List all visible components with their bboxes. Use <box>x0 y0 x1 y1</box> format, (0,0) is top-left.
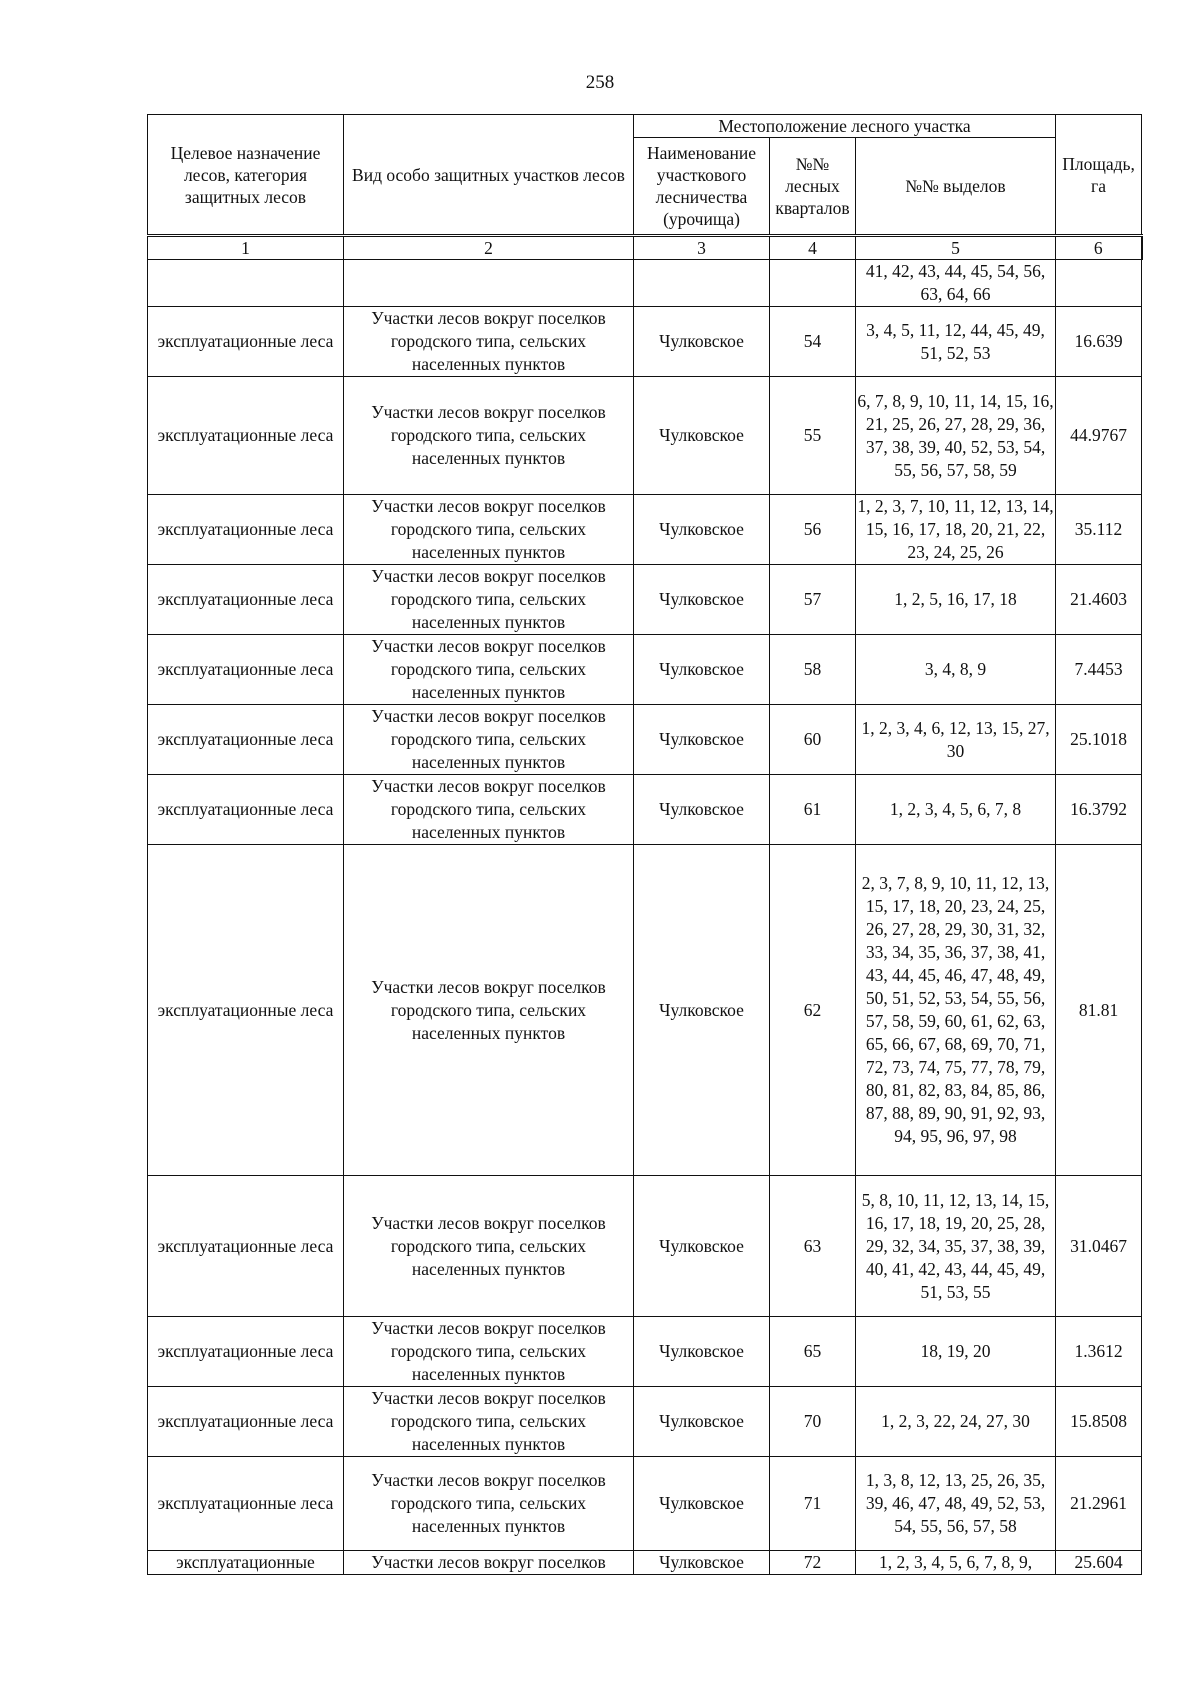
purpose-cell: эксплуатационные леса <box>148 1457 344 1551</box>
quarter-cell: 54 <box>770 307 856 377</box>
table-row <box>148 1176 1142 1317</box>
area-type-cell: Участки лесов вокруг поселков городского типа, сельских населенных пунктов <box>344 1176 634 1317</box>
quarter-cell <box>770 260 856 307</box>
area-type-cell: Участки лесов вокруг поселков городского типа, сельских населенных пунктов <box>344 307 634 377</box>
area-cell: 21.2961 <box>1056 1457 1142 1551</box>
header-area: Площадь, га <box>1056 115 1142 236</box>
table-row <box>148 1551 1142 1575</box>
plots-cell: 1, 2, 3, 4, 5, 6, 7, 8, 9, <box>856 1551 1056 1575</box>
column-number: 1 <box>148 236 344 260</box>
district-cell: Чулковское <box>634 845 770 1176</box>
plots-cell: 18, 19, 20 <box>856 1317 1056 1387</box>
purpose-cell: эксплуатационные леса <box>148 495 344 565</box>
table-row <box>148 845 1142 1176</box>
table-row <box>148 1317 1142 1387</box>
quarter-cell: 58 <box>770 635 856 705</box>
column-number: 4 <box>770 236 856 260</box>
area-type-cell: Участки лесов вокруг поселков городского типа, сельских населенных пунктов <box>344 635 634 705</box>
area-cell: 21.4603 <box>1056 565 1142 635</box>
quarter-cell: 61 <box>770 775 856 845</box>
area-cell: 7.4453 <box>1056 635 1142 705</box>
purpose-cell: эксплуатационные леса <box>148 1387 344 1457</box>
district-cell: Чулковское <box>634 1551 770 1575</box>
district-cell: Чулковское <box>634 1457 770 1551</box>
area-cell: 15.8508 <box>1056 1387 1142 1457</box>
purpose-cell: эксплуатационные леса <box>148 635 344 705</box>
district-cell: Чулковское <box>634 377 770 495</box>
table-row <box>148 260 1142 307</box>
plots-cell: 41, 42, 43, 44, 45, 54, 56, 63, 64, 66 <box>856 260 1056 307</box>
purpose-cell: эксплуатационные леса <box>148 845 344 1176</box>
district-cell: Чулковское <box>634 635 770 705</box>
area-type-cell: Участки лесов вокруг поселков городского типа, сельских населенных пунктов <box>344 1317 634 1387</box>
table-row <box>148 1457 1142 1551</box>
quarter-cell: 62 <box>770 845 856 1176</box>
column-number: 3 <box>634 236 770 260</box>
table-row <box>148 775 1142 845</box>
header-plots: №№ выделов <box>856 138 1056 236</box>
district-cell: Чулковское <box>634 1176 770 1317</box>
table-row <box>148 377 1142 495</box>
area-type-cell: Участки лесов вокруг поселков <box>344 1551 634 1575</box>
table-row <box>148 635 1142 705</box>
purpose-cell: эксплуатационные леса <box>148 377 344 495</box>
purpose-cell: эксплуатационные леса <box>148 1176 344 1317</box>
quarter-cell: 55 <box>770 377 856 495</box>
purpose-cell <box>148 260 344 307</box>
district-cell: Чулковское <box>634 705 770 775</box>
district-cell: Чулковское <box>634 495 770 565</box>
purpose-cell: эксплуатационные леса <box>148 1317 344 1387</box>
area-type-cell: Участки лесов вокруг поселков городского типа, сельских населенных пунктов <box>344 1387 634 1457</box>
quarter-cell: 56 <box>770 495 856 565</box>
area-type-cell: Участки лесов вокруг поселков городского типа, сельских населенных пунктов <box>344 565 634 635</box>
plots-cell: 1, 3, 8, 12, 13, 25, 26, 35, 39, 46, 47, 48, 49, 52, 53, 54, 55, 56, 57, 58 <box>856 1457 1056 1551</box>
header-area-type: Вид особо защитных участков лесов <box>344 115 634 236</box>
area-cell: 16.639 <box>1056 307 1142 377</box>
plots-cell: 1, 2, 3, 4, 6, 12, 13, 15, 27, 30 <box>856 705 1056 775</box>
table-row <box>148 565 1142 635</box>
header-quarters: №№ лесных кварталов <box>770 138 856 236</box>
area-type-cell: Участки лесов вокруг поселков городского типа, сельских населенных пунктов <box>344 1457 634 1551</box>
quarter-cell: 71 <box>770 1457 856 1551</box>
district-cell: Чулковское <box>634 1387 770 1457</box>
district-cell: Чулковское <box>634 775 770 845</box>
plots-cell: 2, 3, 7, 8, 9, 10, 11, 12, 13, 15, 17, 18, 20, 23, 24, 25, 26, 27, 28, 29, 30, 31, 32, 33, 34, 35, 36, 37, 38, 41, 43, 44, 45, 46, 47, 48, 49, 50, 51, 52, 53, 54, 55, 56, 57, 58, 59, 60, 61, 62, 63, 65, 66, 67, 68, 69, 70, 71, 72, 73, 74, 75, 77, 78, 79, 80, 81, 82, 83, 84, 85, 86, 87, 88, 89, 90, 91, 92, 93, 94, 95, 96, 97, 98 <box>856 845 1056 1176</box>
purpose-cell: эксплуатационные леса <box>148 705 344 775</box>
purpose-cell: эксплуатационные леса <box>148 307 344 377</box>
area-cell: 35.112 <box>1056 495 1142 565</box>
area-cell: 25.604 <box>1056 1551 1142 1575</box>
area-type-cell <box>344 260 634 307</box>
quarter-cell: 65 <box>770 1317 856 1387</box>
area-cell: 31.0467 <box>1056 1176 1142 1317</box>
quarter-cell: 72 <box>770 1551 856 1575</box>
district-cell: Чулковское <box>634 307 770 377</box>
purpose-cell: эксплуатационные леса <box>148 565 344 635</box>
plots-cell: 1, 2, 3, 22, 24, 27, 30 <box>856 1387 1056 1457</box>
area-type-cell: Участки лесов вокруг поселков городского типа, сельских населенных пунктов <box>344 377 634 495</box>
area-cell: 81.81 <box>1056 845 1142 1176</box>
table-row <box>148 307 1142 377</box>
quarter-cell: 63 <box>770 1176 856 1317</box>
quarter-cell: 57 <box>770 565 856 635</box>
area-type-cell: Участки лесов вокруг поселков городского типа, сельских населенных пунктов <box>344 845 634 1176</box>
purpose-cell: эксплуатационные <box>148 1551 344 1575</box>
table-row <box>148 495 1142 565</box>
plots-cell: 3, 4, 5, 11, 12, 44, 45, 49, 51, 52, 53 <box>856 307 1056 377</box>
column-number: 6 <box>1056 236 1142 260</box>
area-cell <box>1056 260 1142 307</box>
plots-cell: 6, 7, 8, 9, 10, 11, 14, 15, 16, 21, 25, 26, 27, 28, 29, 36, 37, 38, 39, 40, 52, 53, 54, 55, 56, 57, 58, 59 <box>856 377 1056 495</box>
header-purpose: Целевое назначение лесов, категория защитных лесов <box>148 115 344 236</box>
area-cell: 44.9767 <box>1056 377 1142 495</box>
table-row <box>148 705 1142 775</box>
header-district: Наименование участкового лесничества (урочища) <box>634 138 770 236</box>
plots-cell: 3, 4, 8, 9 <box>856 635 1056 705</box>
district-cell: Чулковское <box>634 1317 770 1387</box>
area-type-cell: Участки лесов вокруг поселков городского типа, сельских населенных пунктов <box>344 775 634 845</box>
plots-cell: 1, 2, 3, 4, 5, 6, 7, 8 <box>856 775 1056 845</box>
column-number: 5 <box>856 236 1056 260</box>
area-cell: 1.3612 <box>1056 1317 1142 1387</box>
district-cell <box>634 260 770 307</box>
district-cell: Чулковское <box>634 565 770 635</box>
area-cell: 16.3792 <box>1056 775 1142 845</box>
plots-cell: 1, 2, 3, 7, 10, 11, 12, 13, 14, 15, 16, 17, 18, 20, 21, 22, 23, 24, 25, 26 <box>856 495 1056 565</box>
quarter-cell: 60 <box>770 705 856 775</box>
area-cell: 25.1018 <box>1056 705 1142 775</box>
header-location-group: Местоположение лесного участка <box>634 115 1056 138</box>
plots-cell: 5, 8, 10, 11, 12, 13, 14, 15, 16, 17, 18, 19, 20, 25, 28, 29, 32, 34, 35, 37, 38, 39, 40, 41, 42, 43, 44, 45, 49, 51, 53, 55 <box>856 1176 1056 1317</box>
column-number: 2 <box>344 236 634 260</box>
quarter-cell: 70 <box>770 1387 856 1457</box>
purpose-cell: эксплуатационные леса <box>148 775 344 845</box>
plots-cell: 1, 2, 5, 16, 17, 18 <box>856 565 1056 635</box>
area-type-cell: Участки лесов вокруг поселков городского типа, сельских населенных пунктов <box>344 705 634 775</box>
area-type-cell: Участки лесов вокруг поселков городского типа, сельских населенных пунктов <box>344 495 634 565</box>
forest-plots-table <box>147 114 1143 1575</box>
page-number: 258 <box>585 72 615 93</box>
table-row <box>148 1387 1142 1457</box>
column-number-row <box>148 236 1142 260</box>
